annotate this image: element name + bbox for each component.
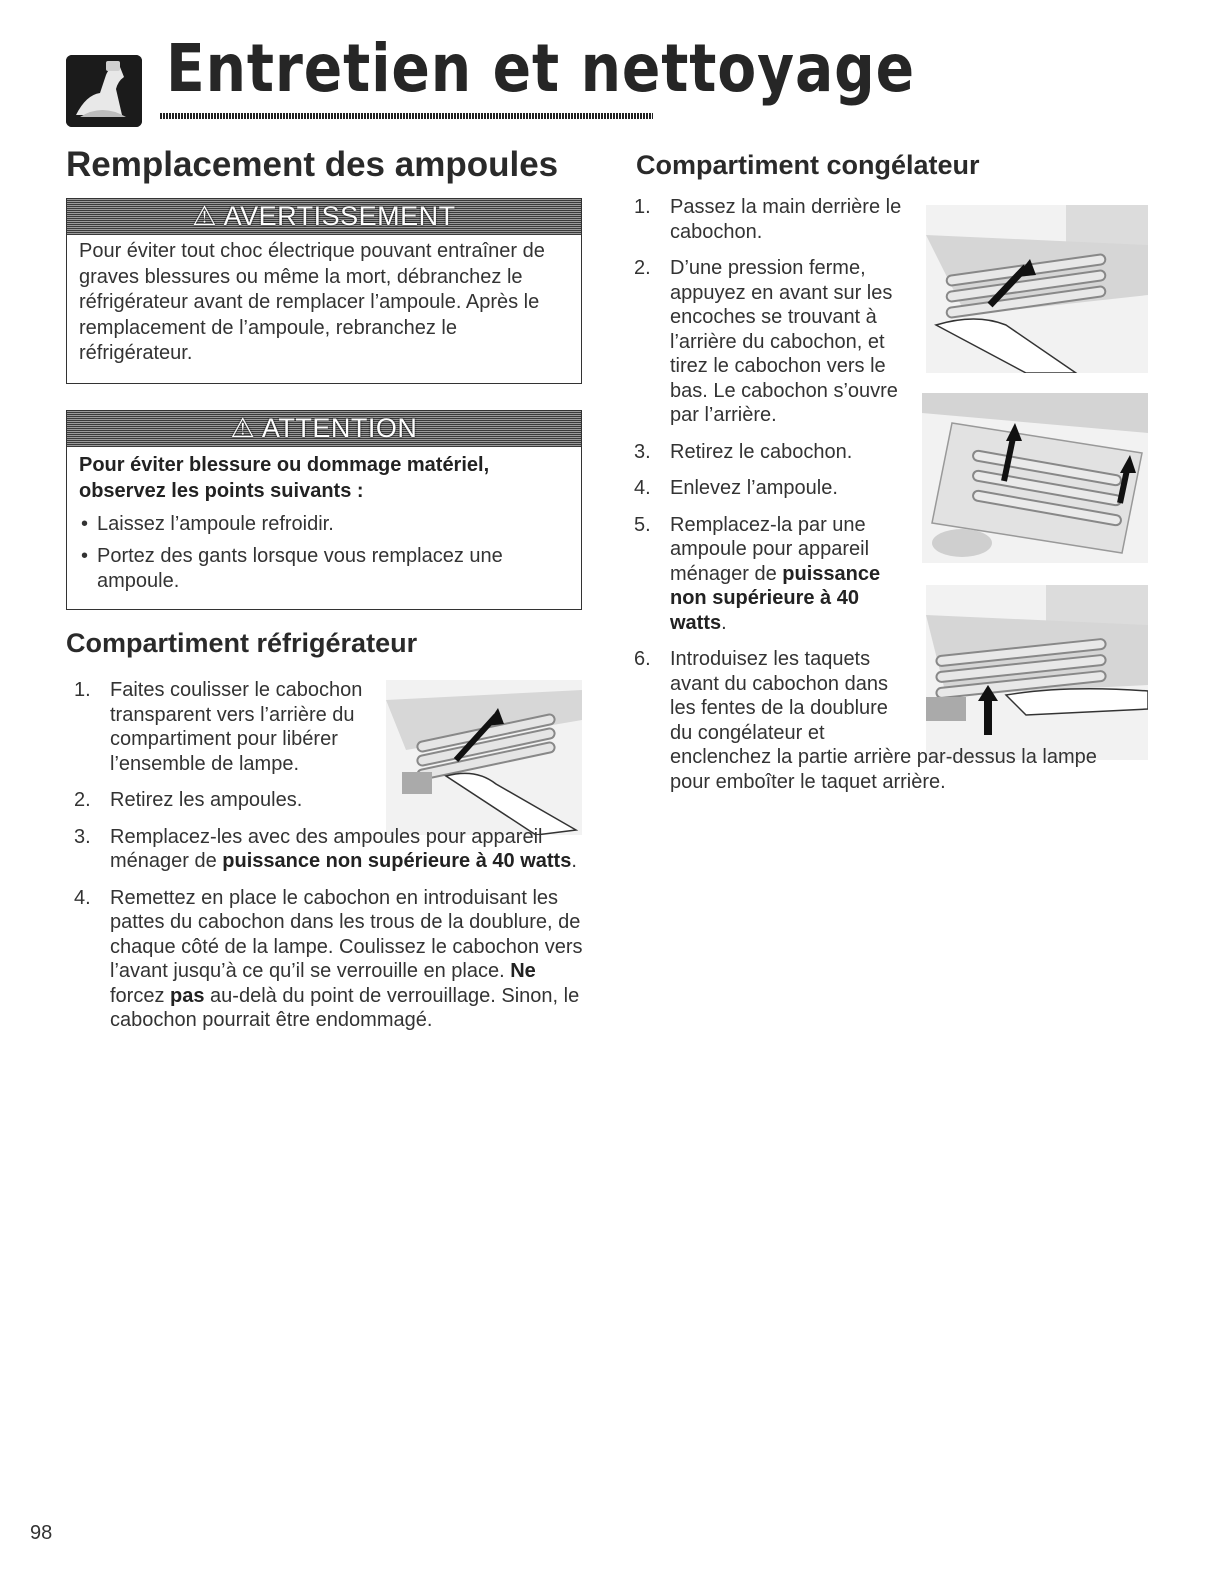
title-underline: [160, 113, 653, 119]
step-emphasis: puissance non supérieure à 40 watts: [670, 562, 881, 634]
freezer-steps: [634, 195, 1164, 806]
warning-text: Pour éviter tout choc électrique pouvant entraîner de graves blessures ou même la mort, débranchez le réfrigérateur avant de remplacer l’ampoule. Après le remplacement de l’ampoule, rebranchez le réfrigérateur.: [79, 240, 545, 364]
step-number: 1.: [74, 679, 91, 701]
step-emphasis: Ne: [510, 960, 536, 982]
warning-triangle-icon: ⚠: [192, 201, 218, 231]
warning-label-text: AVERTISSEMENT: [223, 201, 456, 231]
list-item: [634, 476, 1164, 501]
caution-bullet: • Laissez l’ampoule refroidir.: [79, 512, 571, 538]
list-item: [634, 647, 1164, 794]
step-text: enclenchez la partie arrière par-dessus la lampe pour emboîter le taquet arrière.: [670, 746, 1097, 793]
fridge-steps: [74, 678, 584, 1045]
list-item: [74, 825, 584, 874]
caution-lead: Pour éviter blessure ou dommage matériel, observez les points suivants :: [79, 454, 490, 502]
warning-label: [67, 201, 581, 232]
step-number: 4.: [74, 886, 91, 909]
list-item: [634, 195, 1164, 244]
step-number: 2.: [74, 789, 91, 811]
list-item: [74, 788, 584, 813]
step-text: Remplacez-les avec des ampoules pour appareil ménager de: [110, 825, 543, 872]
caution-banner: [67, 411, 581, 447]
step-text: D’une pression ferme, appuyez en avant sur les encoches se trouvant à l’arrière du cabochon, et tirez le cabochon vers le bas. Le cabochon s’ouvre par l’arrière.: [670, 257, 898, 426]
warning-triangle-icon: ⚠: [230, 413, 256, 443]
caution-label: [67, 413, 581, 444]
section-title: Remplacement des ampoules: [66, 145, 559, 184]
page-title: Entretien et nettoyage: [166, 30, 915, 107]
warning-box: [66, 198, 582, 384]
cleaning-spray-icon: [66, 55, 142, 127]
step-number: 5.: [634, 513, 651, 536]
step-text: forcez: [110, 984, 171, 1007]
list-item: [74, 886, 584, 1033]
step-number: 2.: [634, 257, 651, 279]
step-text: Retirez le cabochon.: [670, 440, 853, 463]
step-text: Faites coulisser le cabochon transparent vers l’arrière du compartiment pour libérer l’ensemble de lampe.: [110, 679, 363, 775]
step-emphasis: pas: [170, 984, 205, 1007]
list-item: [634, 440, 1164, 465]
fridge-section-title: Compartiment réfrigérateur: [66, 628, 418, 658]
list-item: [74, 678, 584, 776]
step-number: 3.: [74, 825, 91, 848]
warning-banner: [67, 199, 581, 235]
step-text: Retirez les ampoules.: [110, 789, 303, 811]
caution-body: [67, 447, 581, 609]
step-emphasis: puissance non supérieure à 40 watts: [222, 850, 572, 872]
step-text: Passez la main derrière le cabochon.: [670, 196, 902, 243]
step-text: .: [571, 850, 577, 872]
step-text: Enlevez l’ampoule.: [670, 477, 838, 499]
step-text: au-delà du point de verrouillage. Sinon, le cabochon pourrait être endommagé.: [110, 984, 580, 1031]
step-number: 1.: [634, 196, 651, 218]
list-item: [634, 256, 1164, 428]
caution-bullet: • Portez des gants lorsque vous remplacez une ampoule.: [79, 544, 571, 595]
caution-box: [66, 410, 582, 610]
step-text: Remplacez-la par une ampoule pour appareil ménager de: [670, 513, 870, 585]
step-text: Introduisez les taquets avant du cabochon dans les fentes de la doublure du congélateur et: [670, 648, 888, 744]
list-item: [634, 513, 1164, 636]
step-text: .: [721, 611, 727, 634]
step-text: Remettez en place le cabochon en introduisant les pattes du cabochon dans les trous de la doublure, de chaque côté de la lampe. Coulissez le cabochon vers l’avant jusqu’à ce qu’il se verrouille en place.: [110, 886, 583, 982]
caution-label-text: ATTENTION: [261, 413, 418, 443]
page-number: 98: [30, 1522, 53, 1544]
freezer-section-title: Compartiment congélateur: [636, 150, 980, 180]
step-number: 3.: [634, 440, 651, 463]
step-number: 4.: [634, 477, 651, 499]
step-number: 6.: [634, 648, 651, 670]
